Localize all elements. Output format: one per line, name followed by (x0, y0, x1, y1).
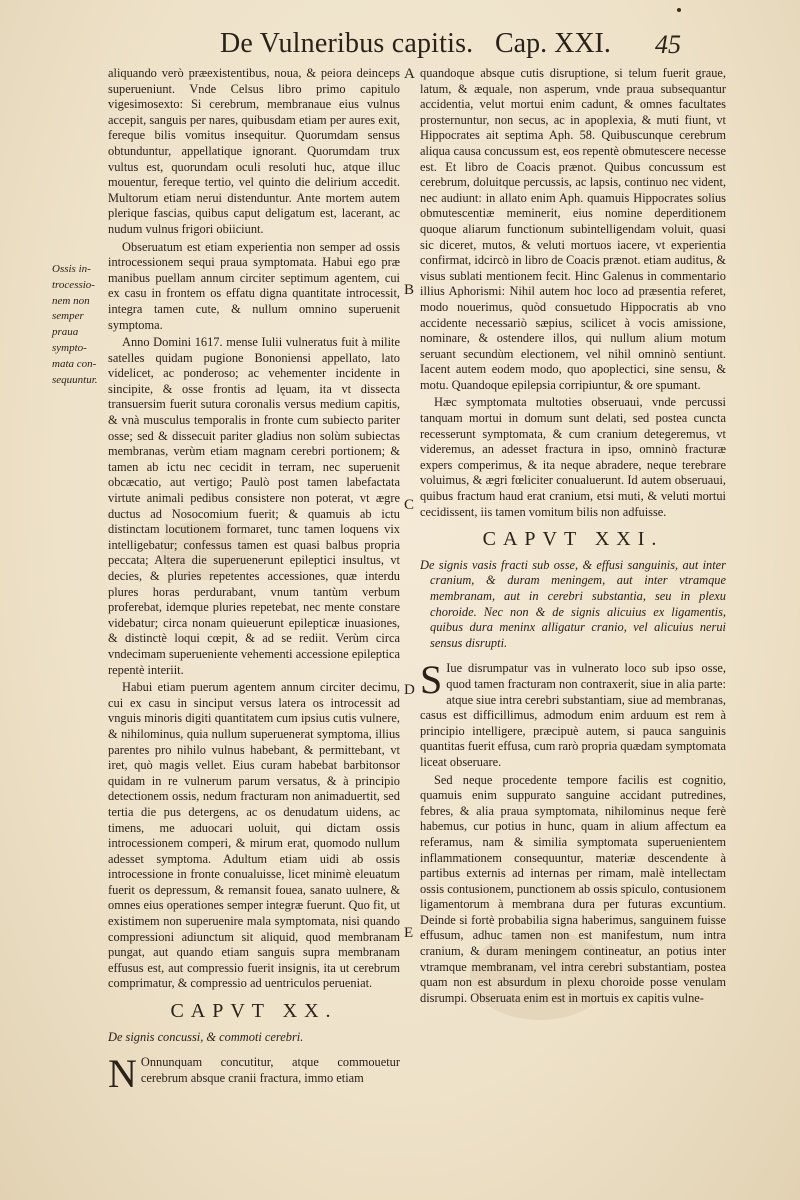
margin-letter-b: B (404, 282, 415, 298)
margin-note-line: mata con- (52, 357, 97, 370)
margin-letter-a: A (404, 66, 415, 82)
chapter-summary: De signis vasis fracti sub osse, & effusi sanguinis, aut inter cranium, & duram meningem, aut inter vtramque membranam, aut in cerebri substantia, seu in plexu choroide. Nec non & de signis alicuius ex ligamentis, quibus dura meninx alligatur cranio, vel alicuius nerui sensus disrupti. (420, 557, 726, 650)
margin-note-line: nem non (52, 294, 90, 307)
drop-cap: S (420, 657, 443, 703)
paragraph (420, 657, 726, 770)
paragraph: Anno Domini 1617. mense Iulii vulneratus fuit à milite satelles quidam pugione Bononiensi appellato, lato videlicet, ac ponderoso; ac vehementer incidente in sincipite, & osse frontis ad lęuam, ita vt dissecta transuersim fuerit sutura coronalis versus medium capitis, & vnà musculus temporalis in fronte cum subiecto pariter osse; sed & dissecuit pariter gladius non solùm subiectas membranas, verùm etiam magnam cerebri portionem; & tamen ab ictu nec cecidit in terram, nec superuenit obcæcatio, aut vertigo; Paulò post tamen labefactata virtute animali pedibus consistere non poterat, vt ægre ductus ad Nosocomium fuerit; & quamuis ab ictu distinctam locutionem formaret, tunc tamen loquens vix intelligebatur; confessus tamen est quasi balbus propria peccata; Altera die superuenerunt epileptici insultus, vt decies, & pluries repetentes accessiones, quæ interdu plures horas perdurabant, vnum tantùm verbum proferebat, idemque pluries repetebat, nec mente constare videbatur; circa nonam quieuerunt epilepticæ inuasiones, & distinctè loqui cœpit, & ad se rediit. Verùm circa vndecimam superueniente vehementi accessione epileptica repentè interiit. (108, 335, 400, 677)
running-head-title: De Vulneribus capitis. (220, 28, 474, 59)
paragraph: Sed neque procedente tempore facilis est cognitio, quamuis enim suppurato sanguine accidant putredines, febres, & alia praua symptomata, nihilominus neque ferè habemus, cur potius in hunc, quam in alium affectum ea referamus, nam & similia symptomata superuenientem inflammationem consequuntur, materiæ descendente à partibus externis ad internas per rimam, malè intellectam ossis contusionem, punctionem ab ossis spiculo, contusionem ligamentorum à membrana dura per futuras excuntium. Deinde si fortè probabilia signa haberimus, sanguinem fuisse effusum, adhuc tamen non est manifestum, num intra cranium, & duram meningem contineatur, an potius inter vtramque membranam, vel intra cerebri substantiam, postea quam non est absurdum in plexu choroide posse venulam disrumpi. Obseruata enim est in mortuis ex capitis vulne- (420, 772, 726, 1005)
paragraph: Habui etiam puerum agentem annum circiter decimu, cui ex casu in sinciput versus latera os introcessit ad vnguis minoris digiti quantitatem cum ipsius cutis vulnere, & nihilominus, quia nullum superuenerat symptoma, illius parentes pro nihilo vulnus habebant, & permittebant, vt iret, quò magis vellet. Eius curam habebat barbitonsor quidam in re vulnerum parum versatus, & à principio detectionem ossis, nedum fracturam non animaduertit, sed tertia die pus detergens, ac os denudatum uidens, ac timens, me aduocari uoluit, qui dictam ossis introcessionem comperi, & mirum erat, quomodo nullum adesset symptoma. Adultum etiam uidi ab ossis introcessione in fronte conualuisse, licet minimè eleuatum fuerit os depressum, & remansit fouea, sanato uulnere, & omnes eius operationes semper integræ fuerunt. Quo fit, ut existimem non superuenire mala symptomata, nisi quando compressioni adiunctum sit aliquid, quod membranam pungat, aut quando etiam sanguis supra membranam effusus est, aut compressio fuerit insignis, ita ut cerebrum comprimatur, & compressio ad uentriculos perueniat. (108, 680, 400, 991)
margin-note-line: trocessio- (52, 278, 95, 291)
page-number: 45 (655, 30, 681, 59)
chapter-summary: De signis concussi, & commoti cerebri. (108, 1029, 304, 1044)
running-head-chapter: Cap. XXI. (495, 28, 611, 59)
paragraph (108, 1051, 400, 1097)
drop-cap: N (108, 1051, 137, 1097)
paragraph: aliquando verò præexistentibus, noua, & peiora deinceps superueniunt. Vnde Celsus libro primo capitulo vigesimosexto: Si cerebrum, membranaue eius vulnus accepit, sanguis per nares, quibusdam etiam per aures exit, fereque bilis vomitus insequitur. Quorumdam sensus obtunduntur, appellatique ignorant. Quorumdam trux vultus est, quorundam oculi resoluti huc, atque illuc mouentur, fereque tertio, vel quinto die delirium accedit. Multorum etiam nerui distenduntur. Ante mortem autem plerique fascias, quibus caput deligatum est, lacerant, ac nudum vulnus frigori obiiciunt. (108, 66, 400, 236)
paragraph: quandoque absque cutis disruptione, si telum fuerit graue, latum, & æquale, non asperum, vnde praua subsequantur accidentia, velut mortui enim cadunt, & omnes facultates prosternuntur, non secus, ac in apoplexia, & muti fiunt, vt Hippocrates ait septima Aph. 58. Quibuscunque cerebrum aliqua causa concussum est, eos repentè obmutescere necesse est. Et libro de Coacis prænot. Quibus concussum est cerebrum, doluitque percussis, ac lapsis, continuo nec vident, nec audiunt: in allato enim Aph. quamuis Hippocrates solius obmutescentiæ meminerit, eius nomine deperditionem quoque aliarum functionum subintelligendam voluit, quasi sic diceret, mutos, & veluti mortuos iacere, vt experientia confirmat, idcircò in libro de Coacis prænot. etiam auditus, & visus sublati mentionem fecit. Hinc Galenus in commentario illius Aphorismi: Nihil autem hoc loco ad præsentia referet, modo nouerimus, quòd consuetudo Hippocratis ab vno accidente necessariò sæpius, scilicet à vocis amissione, nominare, & ostendere illos, qui nullum alium motum seruant secundùm electionem, vel nihil omninò sentiunt. Iacent autem eodem modo, quo apoplectici, sine sensu, & motu. Quandoque epilepsia corripiuntur, & ore spumant. (420, 66, 726, 392)
paragraph: Obseruatum est etiam experientia non semper ad ossis introcessionem sequi praua symptomata. Habui ego præ manibus puellam annum circiter septimum agentem, cui ex casu in frontem os effatu digna quantitate introcessit, integra tamen cute, & nullum omnino superuenit symptoma. (108, 239, 400, 332)
right-column (420, 66, 726, 1178)
margin-letter-e: E (404, 925, 414, 941)
margin-note-line: Ossis in- (52, 263, 91, 275)
margin-letter-c: C (404, 497, 415, 513)
margin-note-line: sympto- (52, 341, 87, 354)
chapter-heading: CAPVT XXI. (482, 528, 664, 551)
ink-dot (677, 8, 681, 12)
paragraph: Hæc symptomata multoties obseruaui, vnde percussi tanquam mortui in domum sunt delati, sed postea cuncta recesserunt symptomata, & cum cranium detegeremus, vt videremus, an adesset fractura in ipso, omninò fracturæ expers comperimus, & ita neque abradere, neque terebrare voluimus, & ægri fœliciter conualuerunt. Id autem obseruaui, quibus fractum haud erat cranium, etsi muti, & veluti mortui cecidissent, iis tamen vomitum bilis non adfuisse. (420, 395, 726, 519)
left-column (108, 66, 400, 1156)
margin-note (52, 262, 106, 388)
margin-letter-d: D (404, 682, 415, 698)
dropcap-text: Iue disrumpatur vas in vulnerato loco sub ipso osse, quod tamen fracturam non contraxerit, siue in alia parte: atque siue intra cerebri substantiam, siue ad membranas, casus est difficillimus, admodum enim arduum est rem à principio intelligere, præcipuè autem, si pauca sanguinis quantitas fuerit effusa, cum rarò propria quædam symptomata liceat obseruare. (420, 661, 726, 769)
chapter-heading: CAPVT XX. (170, 1000, 338, 1023)
margin-note-line: praua (52, 326, 79, 339)
running-head (190, 28, 750, 68)
margin-note-line: semper (52, 310, 84, 323)
margin-note-line: sequuntur. (52, 373, 98, 386)
dropcap-text: Onnunquam concutitur, atque commouetur cerebrum absque cranii fractura, immo etiam (140, 1055, 400, 1085)
